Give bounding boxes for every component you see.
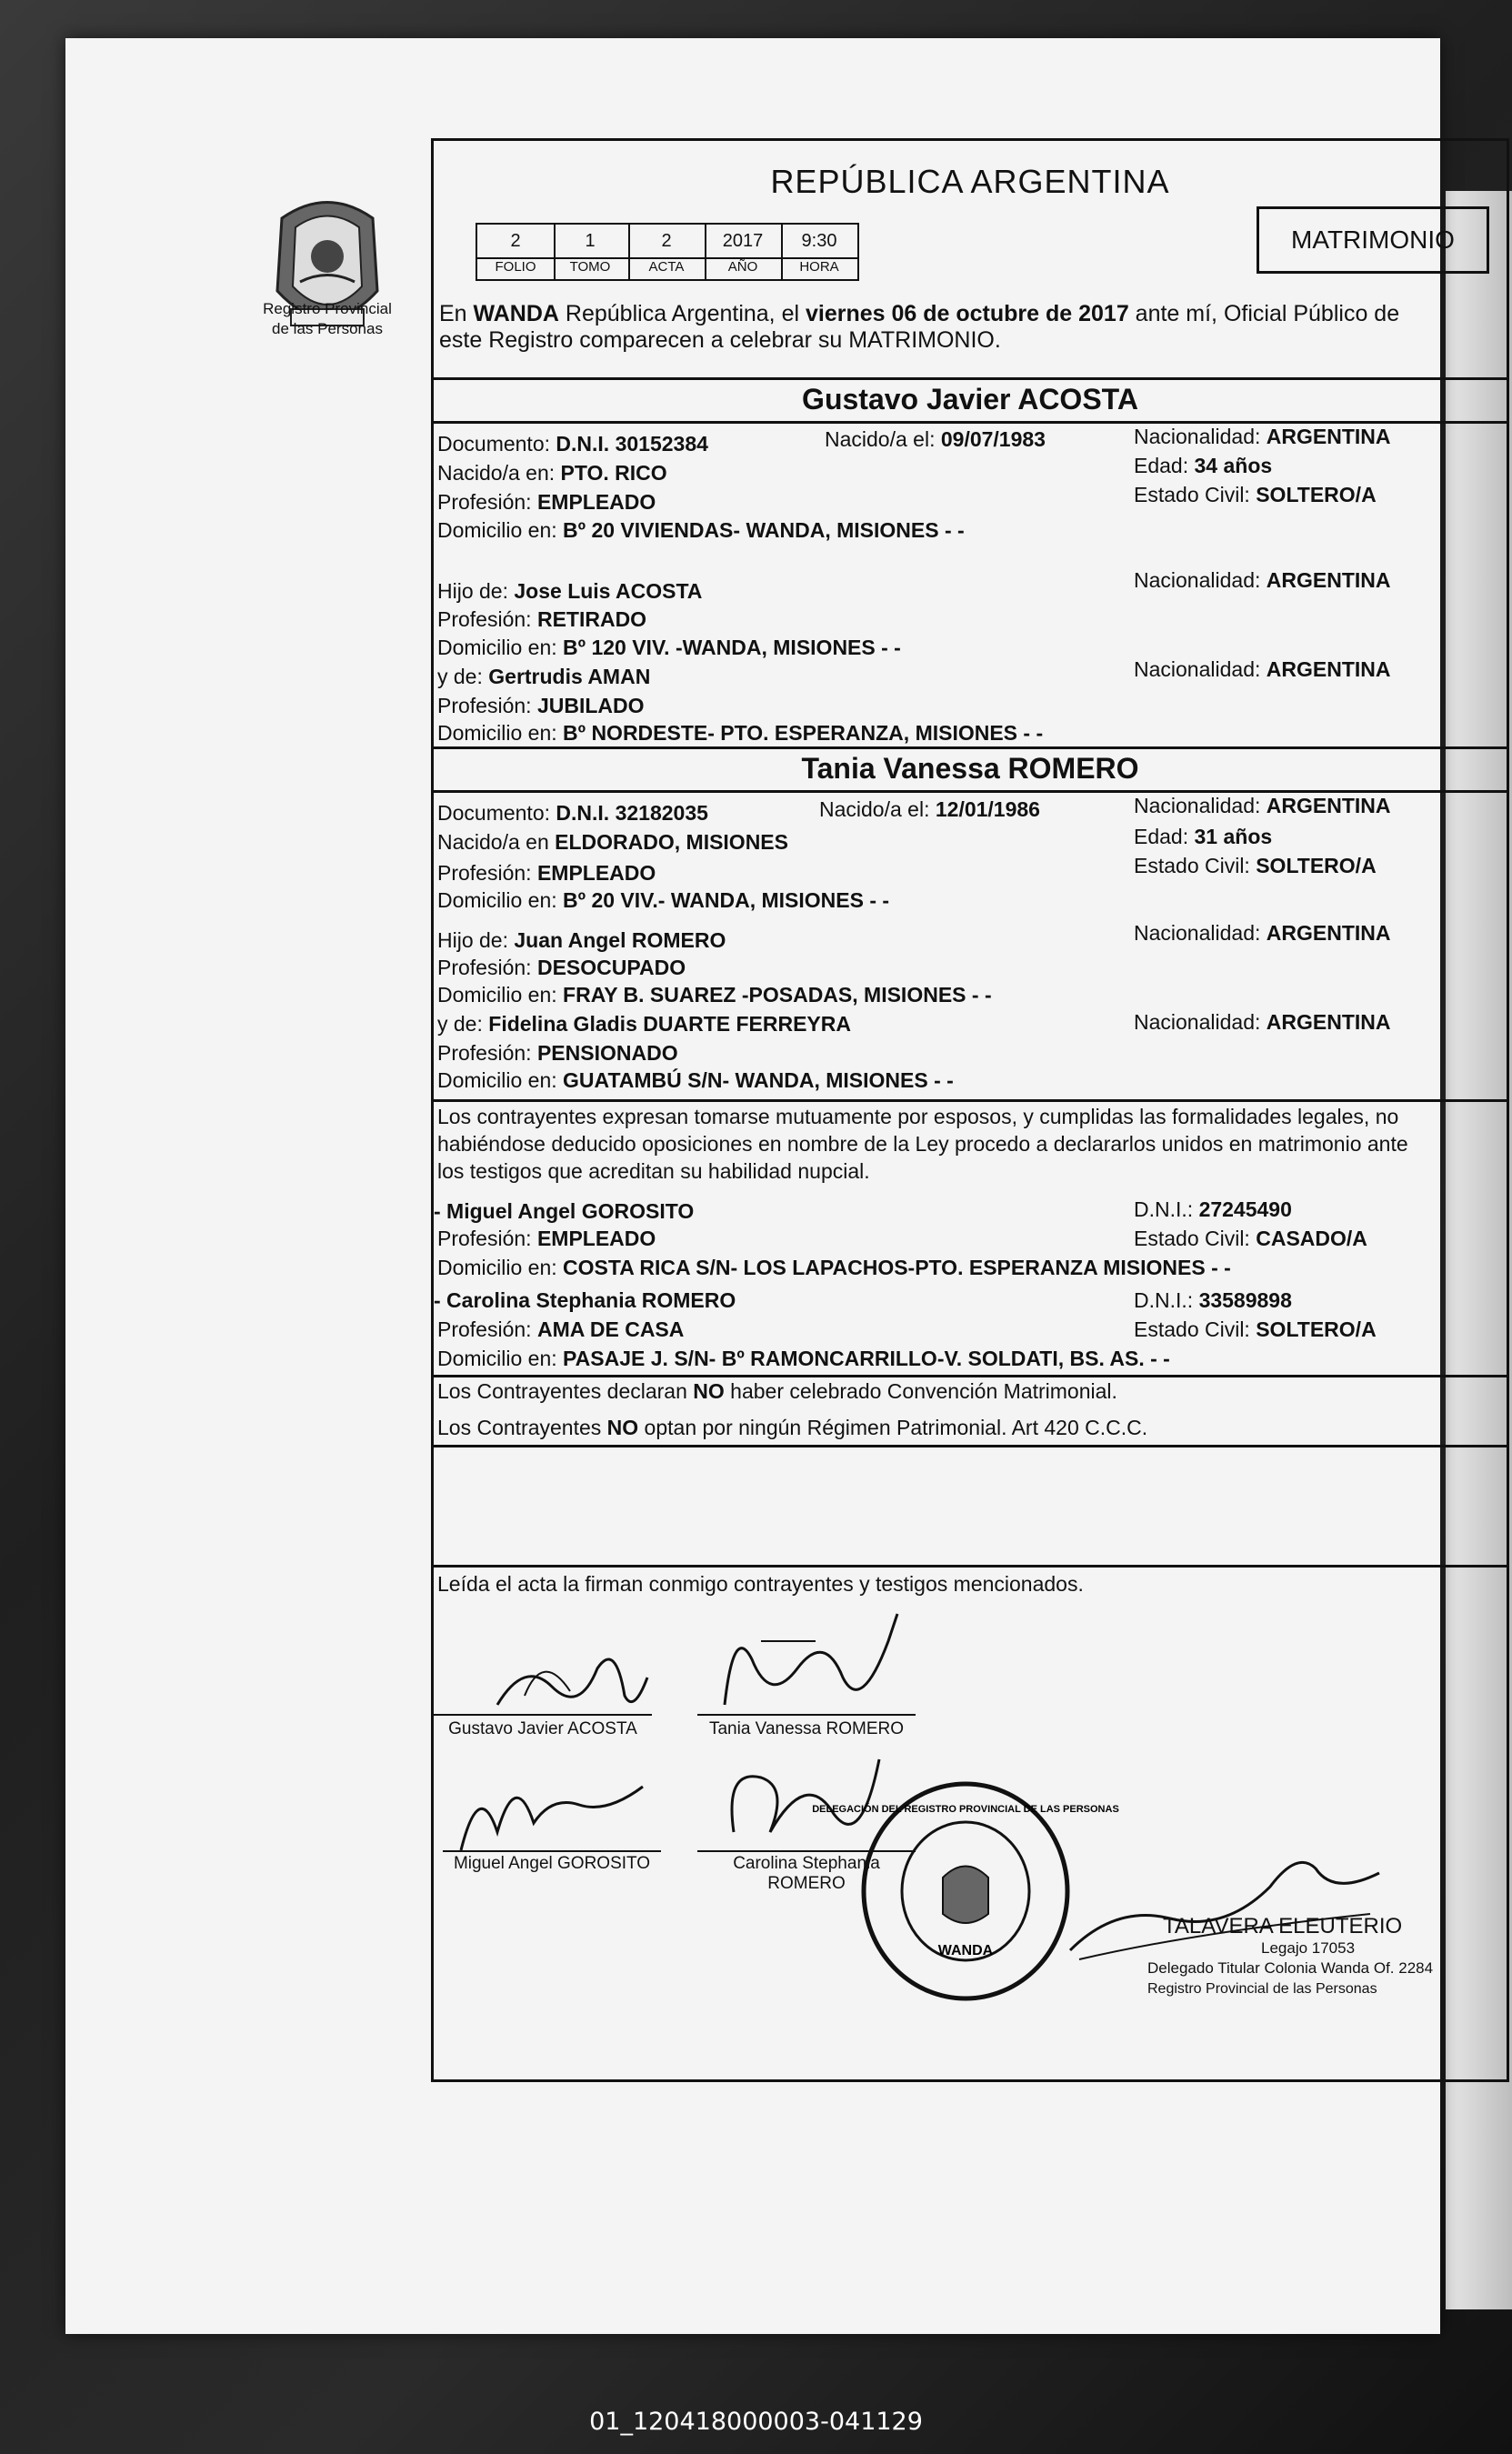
intro-date: viernes 06 de octubre de 2017 [805, 301, 1129, 326]
label: Nacionalidad: [1134, 921, 1261, 945]
groom-born-in [437, 461, 667, 486]
convention-line-1 [437, 1379, 1117, 1404]
bride-name-heading: Tania Vanessa ROMERO [801, 752, 1139, 785]
label: Profesión: [437, 1041, 532, 1065]
bride-civil-status [1134, 854, 1377, 878]
witness-2-address [437, 1347, 1170, 1371]
emphasis: NO [606, 1416, 639, 1439]
value: ELDORADO, MISIONES [555, 830, 788, 854]
registry-ano-label: AÑO [705, 259, 783, 281]
registry-tomo-label: TOMO [552, 259, 630, 281]
document-page [65, 38, 1455, 2334]
value: 34 años [1194, 454, 1273, 477]
signature-bride-name: Tania Vanessa ROMERO [708, 1719, 904, 1738]
bride-address [437, 888, 889, 913]
bride-father [437, 928, 726, 953]
witness-2-name: - Carolina Stephania ROMERO [434, 1288, 736, 1312]
logo-caption-line-2: de las Personas [272, 320, 383, 337]
value: Bº 20 VIVIENDAS- WANDA, MISIONES - - [563, 518, 965, 542]
registry-folio-value: 2 [476, 223, 556, 259]
intro-city: WANDA [473, 301, 559, 326]
value: ARGENTINA [1266, 1010, 1391, 1034]
registry-tomo-value: 1 [552, 223, 630, 259]
official-legajo: Legajo 17053 [1261, 1939, 1356, 1957]
signature-groom-scribble [488, 1632, 652, 1723]
value: PTO. RICO [560, 461, 667, 485]
official-role: Delegado Titular Colonia Wanda Of. 2284 [1147, 1959, 1434, 1977]
label: Documento: [437, 801, 551, 825]
label: Hijo de: [437, 579, 508, 603]
declaration-line-1: Los contrayentes expresan tomarse mutuamente por esposos, y cumplidas las formalidades legales, no [437, 1105, 1399, 1128]
official-name: TALAVERA ELEUTERIO [1163, 1914, 1403, 1938]
marriage-record-form [431, 138, 1509, 2082]
label: Estado Civil: [1134, 854, 1250, 877]
witness-1-civil-status [1134, 1227, 1367, 1251]
registry-folio-label: FOLIO [476, 259, 556, 281]
signature-witness-2-name-line-2: ROMERO [767, 1874, 846, 1893]
label: Nacionalidad: [1134, 794, 1261, 817]
bride-doc [437, 801, 708, 826]
signature-groom-name: Gustavo Javier ACOSTA [448, 1719, 637, 1738]
value: FRAY B. SUAREZ -POSADAS, MISIONES - - [563, 983, 992, 1007]
value: SOLTERO/A [1256, 483, 1377, 506]
bride-father-profession [437, 956, 686, 980]
text: optan por ningún Régimen Patrimonial. Art 420 C.C.C. [638, 1416, 1148, 1439]
label: Estado Civil: [1134, 1227, 1250, 1250]
label: Domicilio en: [437, 1347, 557, 1370]
intro-line-1 [439, 301, 1399, 327]
label: Nacido/a el: [825, 427, 936, 451]
label: Nacionalidad: [1134, 568, 1261, 592]
groom-father [437, 579, 702, 604]
emphasis: NO [693, 1379, 725, 1403]
value: AMA DE CASA [536, 1317, 685, 1341]
witness-2-civil-status [1134, 1317, 1377, 1342]
bride-mother-profession [437, 1041, 678, 1066]
bride-mother-address [437, 1068, 954, 1093]
intro-text: En [439, 301, 474, 326]
witness-1-profession [437, 1227, 656, 1251]
value: 12/01/1986 [935, 797, 1040, 821]
value: SOLTERO/A [1256, 1317, 1377, 1341]
groom-mother [437, 665, 650, 689]
label: Nacionalidad: [1134, 657, 1261, 681]
value: EMPLEADO [536, 861, 656, 885]
groom-name-heading: Gustavo Javier ACOSTA [802, 383, 1138, 416]
label: Profesión: [437, 1227, 532, 1250]
witness-1-address [437, 1256, 1231, 1280]
label: Profesión: [437, 1317, 532, 1341]
intro-text: ante mí, Oficial Público de [1128, 301, 1400, 326]
value: RETIRADO [536, 607, 647, 631]
label: Nacionalidad: [1134, 425, 1261, 448]
label: Domicilio en: [437, 1068, 557, 1092]
registry-official-stamp [812, 1778, 1119, 2005]
stamp-center-text: WANDA [937, 1943, 994, 1958]
intro-text: República Argentina, el [558, 301, 806, 326]
value: ARGENTINA [1266, 568, 1391, 592]
value: PENSIONADO [536, 1041, 678, 1065]
value: 09/07/1983 [940, 427, 1046, 451]
label: Hijo de: [437, 928, 508, 952]
value: PASAJE J. S/N- Bº RAMONCARRILLO-V. SOLDATI, BS. AS. - - [563, 1347, 1170, 1370]
label: Nacido/a en: [437, 461, 556, 485]
label: y de: [437, 665, 483, 688]
bride-born-on [819, 797, 1040, 822]
value: Fidelina Gladis DUARTE FERREYRA [488, 1012, 851, 1036]
value: 27245490 [1198, 1197, 1292, 1221]
groom-mother-profession [437, 694, 645, 718]
groom-father-address [437, 636, 901, 660]
label: Edad: [1134, 454, 1189, 477]
label: Domicilio en: [437, 983, 557, 1007]
value: SOLTERO/A [1256, 854, 1377, 877]
label: Domicilio en: [437, 636, 557, 659]
signature-witness-2-name-line-1: Carolina Stephania [733, 1854, 880, 1873]
value: COSTA RICA S/N- LOS LAPACHOS-PTO. ESPERANZA MISIONES - - [563, 1256, 1231, 1279]
registry-hora-label: HORA [781, 259, 859, 281]
value: EMPLEADO [536, 1227, 656, 1250]
label: Documento: [437, 432, 551, 456]
label: Domicilio en: [437, 721, 557, 745]
groom-father-profession [437, 607, 646, 632]
registry-acta-value: 2 [628, 223, 706, 259]
label: Domicilio en: [437, 888, 557, 912]
groom-doc [437, 432, 708, 456]
witness-1-name: - Miguel Angel GOROSITO [434, 1199, 695, 1223]
bride-mother-nationality [1134, 1010, 1391, 1035]
record-type-box: MATRIMONIO [1257, 206, 1489, 274]
value: D.N.I. 32182035 [556, 801, 708, 825]
groom-mother-address [437, 721, 1043, 746]
registry-hora-value: 9:30 [781, 223, 859, 259]
official-registry: Registro Provincial de las Personas [1147, 1981, 1377, 1997]
text: Los Contrayentes [437, 1416, 607, 1439]
bride-nationality [1134, 794, 1391, 818]
label: Profesión: [437, 956, 532, 979]
signature-witness-1-name: Miguel Angel GOROSITO [453, 1854, 651, 1873]
declaration-line-3: los testigos que acreditan su habilidad nupcial. [437, 1159, 870, 1183]
value: GUATAMBÚ S/N- WANDA, MISIONES - - [563, 1068, 954, 1092]
groom-age [1134, 454, 1272, 478]
label: Domicilio en: [437, 518, 557, 542]
label: Domicilio en: [437, 1256, 557, 1279]
page-title: REPÚBLICA ARGENTINA [770, 163, 1170, 200]
witness-2-profession [437, 1317, 684, 1342]
value: 33589898 [1198, 1288, 1292, 1312]
label: Profesión: [437, 490, 532, 514]
witness-1-dni [1134, 1197, 1292, 1222]
registry-ano-value: 2017 [705, 223, 783, 259]
value: 31 años [1194, 825, 1273, 848]
logo-caption-line-1: Registro Provincial [263, 300, 392, 317]
label: D.N.I.: [1134, 1288, 1194, 1312]
witness-2-dni [1134, 1288, 1292, 1313]
label: Estado Civil: [1134, 483, 1250, 506]
label: Profesión: [437, 607, 532, 631]
scan-file-id: 01_120418000003-041129 [589, 2408, 923, 2436]
value: ARGENTINA [1266, 425, 1391, 448]
groom-nationality [1134, 425, 1391, 449]
label: Estado Civil: [1134, 1317, 1250, 1341]
bride-profession [437, 861, 656, 886]
bride-mother [437, 1012, 851, 1037]
label: Edad: [1134, 825, 1189, 848]
groom-mother-nationality [1134, 657, 1391, 682]
value: Gertrudis AMAN [488, 665, 651, 688]
groom-address [437, 518, 965, 543]
groom-civil-status [1134, 483, 1377, 507]
value: ARGENTINA [1266, 921, 1391, 945]
intro-line-2: este Registro comparecen a celebrar su MATRIMONIO. [439, 327, 1001, 353]
label: Nacido/a el: [819, 797, 930, 821]
value: Juan Angel ROMERO [514, 928, 726, 952]
bride-born-in [437, 830, 788, 855]
closing-statement: Leída el acta la firman conmigo contrayentes y testigos mencionados. [437, 1572, 1084, 1596]
value: JUBILADO [536, 694, 645, 717]
value: ARGENTINA [1266, 657, 1391, 681]
label: y de: [437, 1012, 483, 1036]
text: haber celebrado Convención Matrimonial. [724, 1379, 1117, 1403]
value: EMPLEADO [536, 490, 656, 514]
value: DESOCUPADO [536, 956, 686, 979]
label: Nacionalidad: [1134, 1010, 1261, 1034]
bride-father-address [437, 983, 992, 1007]
value: D.N.I. 30152384 [556, 432, 708, 456]
declaration-line-2: habiéndose deducido oposiciones en nombre de la Ley procedo a declararlos unidos en matrimonio ante [437, 1132, 1408, 1156]
label: Nacido/a en [437, 830, 549, 854]
stamp-ring-text: DELEGACIÓN DEL REGISTRO PROVINCIAL DE LAS PERSONAS [812, 1804, 1119, 1815]
value: ARGENTINA [1266, 794, 1391, 817]
groom-father-nationality [1134, 568, 1391, 593]
text: Los Contrayentes declaran [437, 1379, 694, 1403]
value: Bº NORDESTE- PTO. ESPERANZA, MISIONES - - [563, 721, 1044, 745]
groom-profession [437, 490, 656, 515]
convention-line-2 [437, 1416, 1147, 1440]
value: Bº 20 VIV.- WANDA, MISIONES - - [563, 888, 890, 912]
signature-witness-1-scribble [452, 1750, 661, 1859]
label: Profesión: [437, 861, 532, 885]
signature-bride-scribble [706, 1605, 916, 1723]
groom-born-on [825, 427, 1046, 452]
value: Bº 120 VIV. -WANDA, MISIONES - - [563, 636, 901, 659]
value: Jose Luis ACOSTA [514, 579, 703, 603]
bride-age [1134, 825, 1272, 849]
value: CASADO/A [1256, 1227, 1367, 1250]
label: D.N.I.: [1134, 1197, 1194, 1221]
registry-acta-label: ACTA [628, 259, 706, 281]
label: Profesión: [437, 694, 532, 717]
bride-father-nationality [1134, 921, 1391, 946]
